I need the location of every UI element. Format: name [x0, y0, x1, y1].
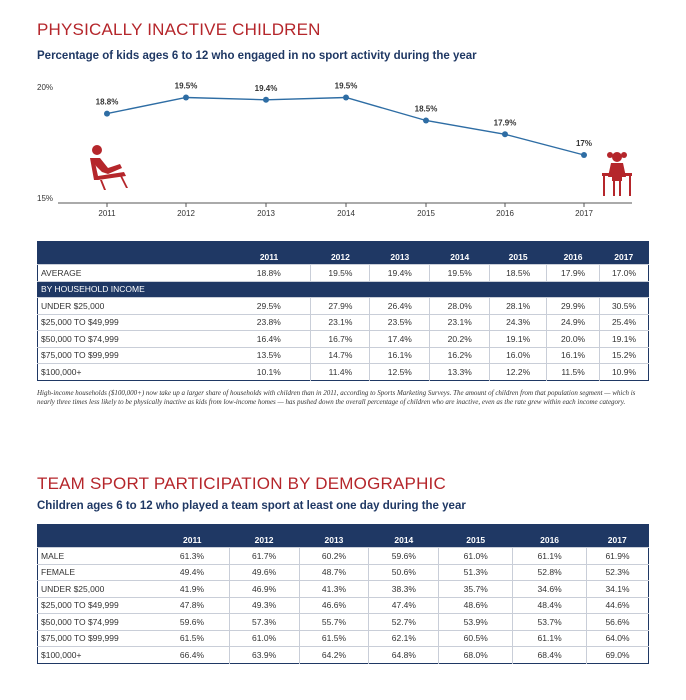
table-cell: 61.0%	[439, 548, 513, 565]
table-cell: 19.1%	[490, 331, 547, 348]
table-cell: 41.9%	[155, 581, 229, 598]
inactive-child-icon	[90, 145, 128, 190]
table-cell: 59.6%	[155, 614, 229, 631]
table-cell: 38.3%	[369, 581, 439, 598]
table-cell: 50.6%	[369, 564, 439, 581]
subtitle-team-sport: Children ages 6 to 12 who played a team sport at least one day during the year	[37, 500, 466, 512]
table-cell: 17.9%	[547, 265, 600, 282]
table-cell: 14.7%	[311, 347, 370, 364]
table-cell: 16.0%	[490, 347, 547, 364]
table-cell: 47.4%	[369, 597, 439, 614]
table-row	[38, 597, 649, 614]
year-header: 2017	[600, 242, 649, 265]
table-cell: 61.7%	[229, 548, 299, 565]
year-header: 2015	[439, 525, 513, 548]
table-cell: 15.2%	[600, 347, 649, 364]
section-row	[38, 281, 649, 298]
table-cell: 34.6%	[513, 581, 587, 598]
data-point	[104, 111, 110, 117]
row-label: $50,000 TO $74,999	[38, 614, 156, 631]
table-row	[38, 347, 649, 364]
table-cell: 48.4%	[513, 597, 587, 614]
table-cell: 62.1%	[369, 630, 439, 647]
table-cell: 13.5%	[227, 347, 311, 364]
table-cell: 17.4%	[370, 331, 430, 348]
table-cell: 23.1%	[311, 314, 370, 331]
table-cell: 20.2%	[430, 331, 490, 348]
table-header-row	[38, 525, 649, 548]
table-cell: 29.5%	[227, 298, 311, 315]
table-cell: 16.1%	[370, 347, 430, 364]
year-header: 2016	[513, 525, 587, 548]
year-header: 2014	[369, 525, 439, 548]
table-cell: 28.0%	[430, 298, 490, 315]
table-cell: 52.3%	[587, 564, 649, 581]
table-row	[38, 630, 649, 647]
table-cell: 61.9%	[587, 548, 649, 565]
x-tick-label: 2013	[257, 209, 275, 218]
table-cell: 19.5%	[311, 265, 370, 282]
row-label: $25,000 TO $49,999	[38, 597, 156, 614]
x-tick-label: 2016	[496, 209, 514, 218]
table-cell: 34.1%	[587, 581, 649, 598]
row-label: $25,000 TO $49,999	[38, 314, 228, 331]
table-cell: 29.9%	[547, 298, 600, 315]
table-cell: 69.0%	[587, 647, 649, 664]
table-row	[38, 564, 649, 581]
table-cell: 27.9%	[311, 298, 370, 315]
table-row	[38, 331, 649, 348]
table-cell: 47.8%	[155, 597, 229, 614]
year-header: 2016	[547, 242, 600, 265]
table-cell: 49.6%	[229, 564, 299, 581]
table-cell: 68.4%	[513, 647, 587, 664]
table-cell: 19.5%	[430, 265, 490, 282]
footnote: High-income households ($100,000+) now take up a larger share of households with children than in 2011, according to Sports Marketing Surveys. The amount of children from that population segment — which is nearly three times less likely to be physically inactive as kids from low-income homes — has pushed down the overall percentage of children who are inactive, even as the rate grew within each income category.	[37, 389, 636, 406]
table-cell: 52.8%	[513, 564, 587, 581]
table-cell: 61.1%	[513, 548, 587, 565]
data-label: 18.8%	[95, 97, 119, 107]
table-cell: 57.3%	[229, 614, 299, 631]
y-tick-label: 20%	[37, 83, 54, 92]
row-label: $100,000+	[38, 647, 156, 664]
table-row	[38, 581, 649, 598]
table-cell: 48.7%	[299, 564, 369, 581]
row-label: UNDER $25,000	[38, 581, 156, 598]
x-tick-label: 2012	[177, 209, 195, 218]
table-cell: 64.0%	[587, 630, 649, 647]
table-cell: 60.2%	[299, 548, 369, 565]
table-cell: 30.5%	[600, 298, 649, 315]
table-header-row	[38, 242, 649, 265]
table-cell: 64.8%	[369, 647, 439, 664]
page-title-team-sport: TEAM SPORT PARTICIPATION BY DEMOGRAPHIC	[37, 474, 446, 493]
table-cell: 64.2%	[299, 647, 369, 664]
table-cell: 49.4%	[155, 564, 229, 581]
inactive-by-income-table	[37, 241, 649, 381]
row-label: $100,000+	[38, 364, 228, 381]
table-cell: 24.9%	[547, 314, 600, 331]
table-cell: 63.9%	[229, 647, 299, 664]
y-tick-label: 15%	[37, 194, 54, 203]
average-row	[38, 265, 649, 282]
table-cell: 35.7%	[439, 581, 513, 598]
data-point	[343, 95, 349, 101]
table-cell: 41.3%	[299, 581, 369, 598]
table-row	[38, 647, 649, 664]
data-label: 19.4%	[254, 83, 278, 93]
section-label: BY HOUSEHOLD INCOME	[38, 281, 649, 298]
inactive-line-chart	[0, 70, 686, 220]
active-child-icon	[602, 152, 632, 196]
year-header: 2015	[490, 242, 547, 265]
data-point	[423, 118, 429, 124]
table-cell: 66.4%	[155, 647, 229, 664]
data-point	[183, 95, 189, 101]
table-cell: 53.7%	[513, 614, 587, 631]
row-label: AVERAGE	[38, 265, 228, 282]
table-cell: 23.8%	[227, 314, 311, 331]
year-header: 2011	[227, 242, 311, 265]
table-cell: 56.6%	[587, 614, 649, 631]
table-cell: 16.1%	[547, 347, 600, 364]
table-cell: 10.9%	[600, 364, 649, 381]
row-label: $75,000 TO $99,999	[38, 347, 228, 364]
table-cell: 10.1%	[227, 364, 311, 381]
table-cell: 61.1%	[513, 630, 587, 647]
table-row	[38, 314, 649, 331]
row-label: UNDER $25,000	[38, 298, 228, 315]
year-header: 2011	[155, 525, 229, 548]
table-cell: 18.8%	[227, 265, 311, 282]
row-label: MALE	[38, 548, 156, 565]
table-row	[38, 298, 649, 315]
table-cell: 44.6%	[587, 597, 649, 614]
table-cell: 61.0%	[229, 630, 299, 647]
table-row	[38, 614, 649, 631]
data-label: 17.9%	[493, 118, 517, 128]
data-label: 19.5%	[334, 81, 358, 91]
row-label: $50,000 TO $74,999	[38, 331, 228, 348]
year-header: 2012	[311, 242, 370, 265]
table-cell: 52.7%	[369, 614, 439, 631]
table-cell: 26.4%	[370, 298, 430, 315]
year-header: 2013	[370, 242, 430, 265]
x-tick-label: 2015	[417, 209, 435, 218]
x-tick-label: 2017	[575, 209, 593, 218]
table-row	[38, 364, 649, 381]
table-cell: 61.3%	[155, 548, 229, 565]
table-cell: 19.4%	[370, 265, 430, 282]
table-cell: 16.7%	[311, 331, 370, 348]
data-point	[502, 131, 508, 137]
table-cell: 23.5%	[370, 314, 430, 331]
table-cell: 25.4%	[600, 314, 649, 331]
subtitle-inactive: Percentage of kids ages 6 to 12 who engaged in no sport activity during the year	[37, 50, 477, 62]
table-cell: 51.3%	[439, 564, 513, 581]
row-label: $75,000 TO $99,999	[38, 630, 156, 647]
table-cell: 18.5%	[490, 265, 547, 282]
table-cell: 23.1%	[430, 314, 490, 331]
team-sport-table	[37, 524, 649, 664]
table-cell: 55.7%	[299, 614, 369, 631]
table-cell: 12.5%	[370, 364, 430, 381]
x-tick-label: 2014	[337, 209, 355, 218]
table-cell: 49.3%	[229, 597, 299, 614]
table-row	[38, 548, 649, 565]
table-cell: 16.2%	[430, 347, 490, 364]
table-cell: 16.4%	[227, 331, 311, 348]
page-title-inactive: PHYSICALLY INACTIVE CHILDREN	[37, 20, 321, 39]
year-header: 2014	[430, 242, 490, 265]
table-cell: 13.3%	[430, 364, 490, 381]
table-cell: 61.5%	[299, 630, 369, 647]
table-cell: 48.6%	[439, 597, 513, 614]
table-cell: 11.4%	[311, 364, 370, 381]
year-header: 2013	[299, 525, 369, 548]
table-cell: 24.3%	[490, 314, 547, 331]
table-cell: 12.2%	[490, 364, 547, 381]
table-cell: 53.9%	[439, 614, 513, 631]
data-label: 18.5%	[414, 104, 438, 114]
data-point	[581, 152, 587, 158]
x-tick-label: 2011	[98, 209, 116, 218]
year-header: 2017	[587, 525, 649, 548]
table-cell: 19.1%	[600, 331, 649, 348]
table-cell: 61.5%	[155, 630, 229, 647]
table-cell: 20.0%	[547, 331, 600, 348]
table-cell: 11.5%	[547, 364, 600, 381]
row-label: FEMALE	[38, 564, 156, 581]
table-cell: 60.5%	[439, 630, 513, 647]
table-cell: 46.6%	[299, 597, 369, 614]
table-cell: 59.6%	[369, 548, 439, 565]
table-cell: 68.0%	[439, 647, 513, 664]
table-cell: 28.1%	[490, 298, 547, 315]
data-label: 17%	[575, 139, 593, 148]
data-point	[263, 97, 269, 103]
table-cell: 46.9%	[229, 581, 299, 598]
data-label: 19.5%	[174, 81, 198, 91]
table-cell: 17.0%	[600, 265, 649, 282]
year-header: 2012	[229, 525, 299, 548]
